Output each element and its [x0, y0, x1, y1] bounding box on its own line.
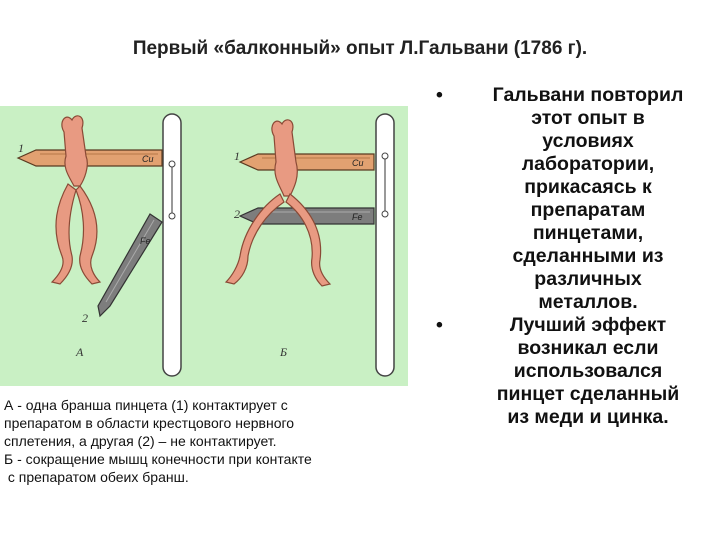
left-iron-forceps: [98, 214, 162, 316]
left-copper-forceps: [18, 150, 162, 166]
left-rod-hook-bottom: [169, 213, 175, 219]
bullet-line: пинцет сделанный: [496, 383, 680, 405]
bullet-line: лаборатории,: [521, 153, 655, 175]
left-forceps-1-label: 1: [18, 141, 24, 155]
left-copper-label: Cu: [142, 154, 154, 164]
left-frog: [52, 116, 100, 284]
bullet-line: использовался: [513, 360, 663, 382]
bullet-line: возникал если: [517, 337, 659, 359]
caption-line: сплетения, а другая (2) – не контактирует.: [4, 433, 277, 449]
bullet-line: сделанными из: [512, 245, 664, 267]
bullet-item: [436, 84, 718, 314]
bullet-item: [436, 314, 718, 429]
right-copper-label: Cu: [352, 158, 364, 168]
right-forceps-2-label: 2: [234, 207, 240, 221]
bullet-line: Гальвани повторил: [492, 84, 684, 106]
bullet-line: условиях: [542, 130, 634, 152]
bullet-line: прикасаясь к: [524, 176, 652, 198]
right-forceps-1-label: 1: [234, 149, 240, 163]
left-glass-rod: [163, 114, 181, 376]
bullet-line: препаратам: [530, 199, 646, 221]
caption-line: Б - сокращение мышц конечности при контакте: [4, 451, 312, 467]
bullet-marker: •: [436, 314, 443, 336]
bullet-line: этот опыт в: [531, 107, 645, 129]
figure-caption: [4, 396, 414, 486]
bullet-line: различных: [534, 268, 642, 290]
caption-line: препаратом в области крестцового нервного: [4, 415, 295, 431]
bullet-line: металлов.: [538, 291, 638, 313]
figure-drawing: [0, 106, 408, 386]
left-forceps-2-label: 2: [82, 311, 88, 325]
right-frog: [226, 120, 330, 286]
left-rod-hook-top: [169, 161, 175, 167]
bullet-marker: •: [436, 84, 443, 106]
bullet-list: [436, 84, 718, 429]
bullet-line: Лучший эффект: [509, 314, 667, 336]
galvani-experiment-figure: [0, 106, 408, 386]
left-iron-label: Fe: [140, 236, 151, 246]
caption-line: А - одна бранша пинцета (1) контактирует с: [4, 397, 288, 413]
bullet-line: из меди и цинка.: [507, 406, 669, 428]
bullet-line: пинцетами,: [532, 222, 644, 244]
left-panel-label: А: [76, 345, 84, 359]
slide-title: Первый «балконный» опыт Л.Гальвани (1786 г).: [132, 38, 588, 59]
caption-line: с препаратом обеих бранш.: [4, 469, 189, 485]
right-iron-label: Fe: [352, 212, 363, 222]
right-panel-label: Б: [280, 345, 288, 359]
